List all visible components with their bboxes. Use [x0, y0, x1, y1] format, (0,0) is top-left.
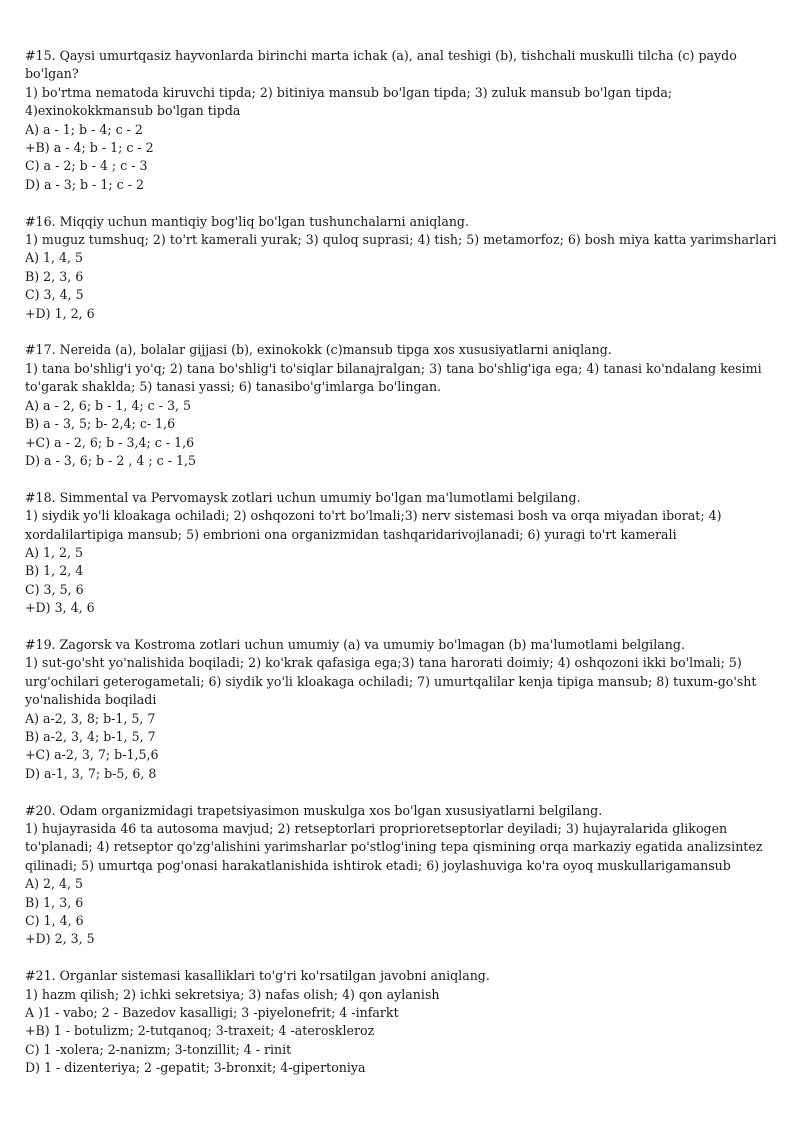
question-prompt: #21. Organlar sistemasi kasalliklari to'g'ri ko'rsatilgan javobni aniqlang. — [25, 968, 490, 984]
answer-option: A) a - 2, 6; b - 1, 4; c - 3, 5 — [25, 397, 192, 413]
question-19 — [25, 636, 785, 783]
document-page — [25, 47, 785, 1096]
question-prompt: #16. Miqqiy uchun mantiqiy bog'liq bo'lgan tushunchalarni aniqlang. — [25, 213, 469, 229]
question-statements: 1) sut-go'sht yo'nalishida boqiladi; 2) ko'krak qafasiga ega;3) tana harorati doimiy; 4) oshqozoni ikki bo'lmali; 5) urg'ochilari geterogametali; 6) siydik yo'li kloakaga ochiladi; 7) umurtqalilar kenja tipiga mansub; 8) tuxum-go'sht yo'nalishida boqiladi — [25, 655, 757, 708]
answer-option: A) 1, 2, 5 — [25, 544, 84, 560]
answer-option: B) 1, 2, 4 — [25, 563, 84, 579]
question-statements: 1) hujayrasida 46 ta autosoma mavjud; 2) retseptorlari proprioretseptorlar deyiladi; 3) hujayralarida glikogen to'planadi; 4) retseptor qo'zg'alishini yarimsharlar po'stlog'ining tepa qismining orqa markaziy egatida analizsintez qilinadi; 5) umurtqa pog'onasi harakatlanishida ishtirok etadi; 6) joylashuviga ko'ra oyoq muskullarigamansub — [25, 820, 763, 873]
answer-option: C) 1 -xolera; 2-nanizm; 3-tonzillit; 4 - rinit — [25, 1041, 292, 1057]
question-statements: 1) tana bo'shlig'i yo'q; 2) tana bo'shlig'i to'siqlar bilanajralgan; 3) tana bo'shlig'iga ega; 4) tanasi ko'ndalang kesimi to'garak shaklda; 5) tanasi yassi; 6) tanasibo'g'imlarga bo'lingan. — [25, 360, 762, 395]
answer-option-correct: +C) a - 2, 6; b - 3,4; c - 1,6 — [25, 434, 195, 450]
question-prompt: #18. Simmental va Pervomaysk zotlari uchun umumiy bo'lgan ma'lumotlami belgilang. — [25, 489, 581, 505]
answer-option: C) 3, 5, 6 — [25, 581, 84, 597]
question-20 — [25, 802, 785, 949]
answer-option: B) 1, 3, 6 — [25, 894, 84, 910]
question-prompt: #19. Zagorsk va Kostroma zotlari uchun umumiy (a) va umumiy bo'lmagan (b) ma'lumotlami belgilang. — [25, 636, 685, 652]
answer-option: C) 3, 4, 5 — [25, 287, 84, 303]
answer-option: D) a - 3, 6; b - 2 , 4 ; c - 1,5 — [25, 452, 197, 468]
question-statements: 1) hazm qilish; 2) ichki sekretsiya; 3) nafas olish; 4) qon aylanish — [25, 986, 440, 1002]
answer-option-correct: +C) a-2, 3, 7; b-1,5,6 — [25, 747, 159, 763]
answer-option: D) a - 3; b - 1; c - 2 — [25, 176, 144, 192]
answer-option-correct: +B) a - 4; b - 1; c - 2 — [25, 140, 154, 156]
answer-option: A) 2, 4, 5 — [25, 876, 84, 892]
answer-option-correct: +D) 3, 4, 6 — [25, 600, 95, 616]
answer-option: A) a - 1; b - 4; c - 2 — [25, 121, 143, 137]
question-21 — [25, 967, 785, 1077]
answer-option: A )1 - vabo; 2 - Bazedov kasalligi; 3 -piyelonefrit; 4 -infarkt — [25, 1005, 399, 1021]
answer-option: C) 1, 4, 6 — [25, 913, 84, 929]
question-18 — [25, 489, 785, 618]
answer-option-correct: +D) 1, 2, 6 — [25, 305, 95, 321]
question-prompt: #15. Qaysi umurtqasiz hayvonlarda birinchi marta ichak (a), anal teshigi (b), tishchali muskulli tilcha (c) paydo bo'lgan? — [25, 48, 737, 82]
question-16 — [25, 213, 785, 323]
answer-option-correct: +D) 2, 3, 5 — [25, 931, 95, 947]
answer-option: B) a-2, 3, 4; b-1, 5, 7 — [25, 728, 156, 744]
answer-option: B) 2, 3, 6 — [25, 268, 84, 284]
question-prompt: #17. Nereida (a), bolalar gijjasi (b), exinokokk (c)mansub tipga xos xususiyatlarni aniqlang. — [25, 342, 612, 358]
question-statements: 1) muguz tumshuq; 2) to'rt kamerali yurak; 3) quloq suprasi; 4) tish; 5) metamorfoz; 6) bosh miya katta yarimsharlari — [25, 232, 777, 248]
answer-option: C) a - 2; b - 4 ; c - 3 — [25, 158, 148, 174]
question-statements: 1) bo'rtma nematoda kiruvchi tipda; 2) bitiniya mansub bo'lgan tipda; 3) zuluk mansub bo'lgan tipda; 4)exinokokkmansub bo'lgan tipda — [25, 84, 673, 119]
answer-option: B) a - 3, 5; b- 2,4; c- 1,6 — [25, 416, 176, 432]
answer-option: D) 1 - dizenteriya; 2 -gepatit; 3-bronxit; 4-gipertoniya — [25, 1060, 366, 1076]
question-prompt: #20. Odam organizmidagi trapetsiyasimon muskulga xos bo'lgan xususiyatlarni belgilang. — [25, 802, 603, 818]
answer-option: A) 1, 4, 5 — [25, 250, 84, 266]
question-17 — [25, 341, 785, 470]
answer-option-correct: +B) 1 - botulizm; 2-tutqanoq; 3-traxeit; 4 -ateroskleroz — [25, 1023, 375, 1039]
answer-option: A) a-2, 3, 8; b-1, 5, 7 — [25, 710, 156, 726]
question-statements: 1) siydik yo'li kloakaga ochiladi; 2) oshqozoni to'rt bo'lmali;3) nerv sistemasi bosh va orqa miyadan iborat; 4) xordalilartipiga mansub; 5) embrioni ona organizmidan tashqaridarivojlanadi; 6) yuragi to'rt kamerali — [25, 508, 722, 542]
answer-option: D) a-1, 3, 7; b-5, 6, 8 — [25, 765, 157, 781]
question-15 — [25, 47, 785, 194]
